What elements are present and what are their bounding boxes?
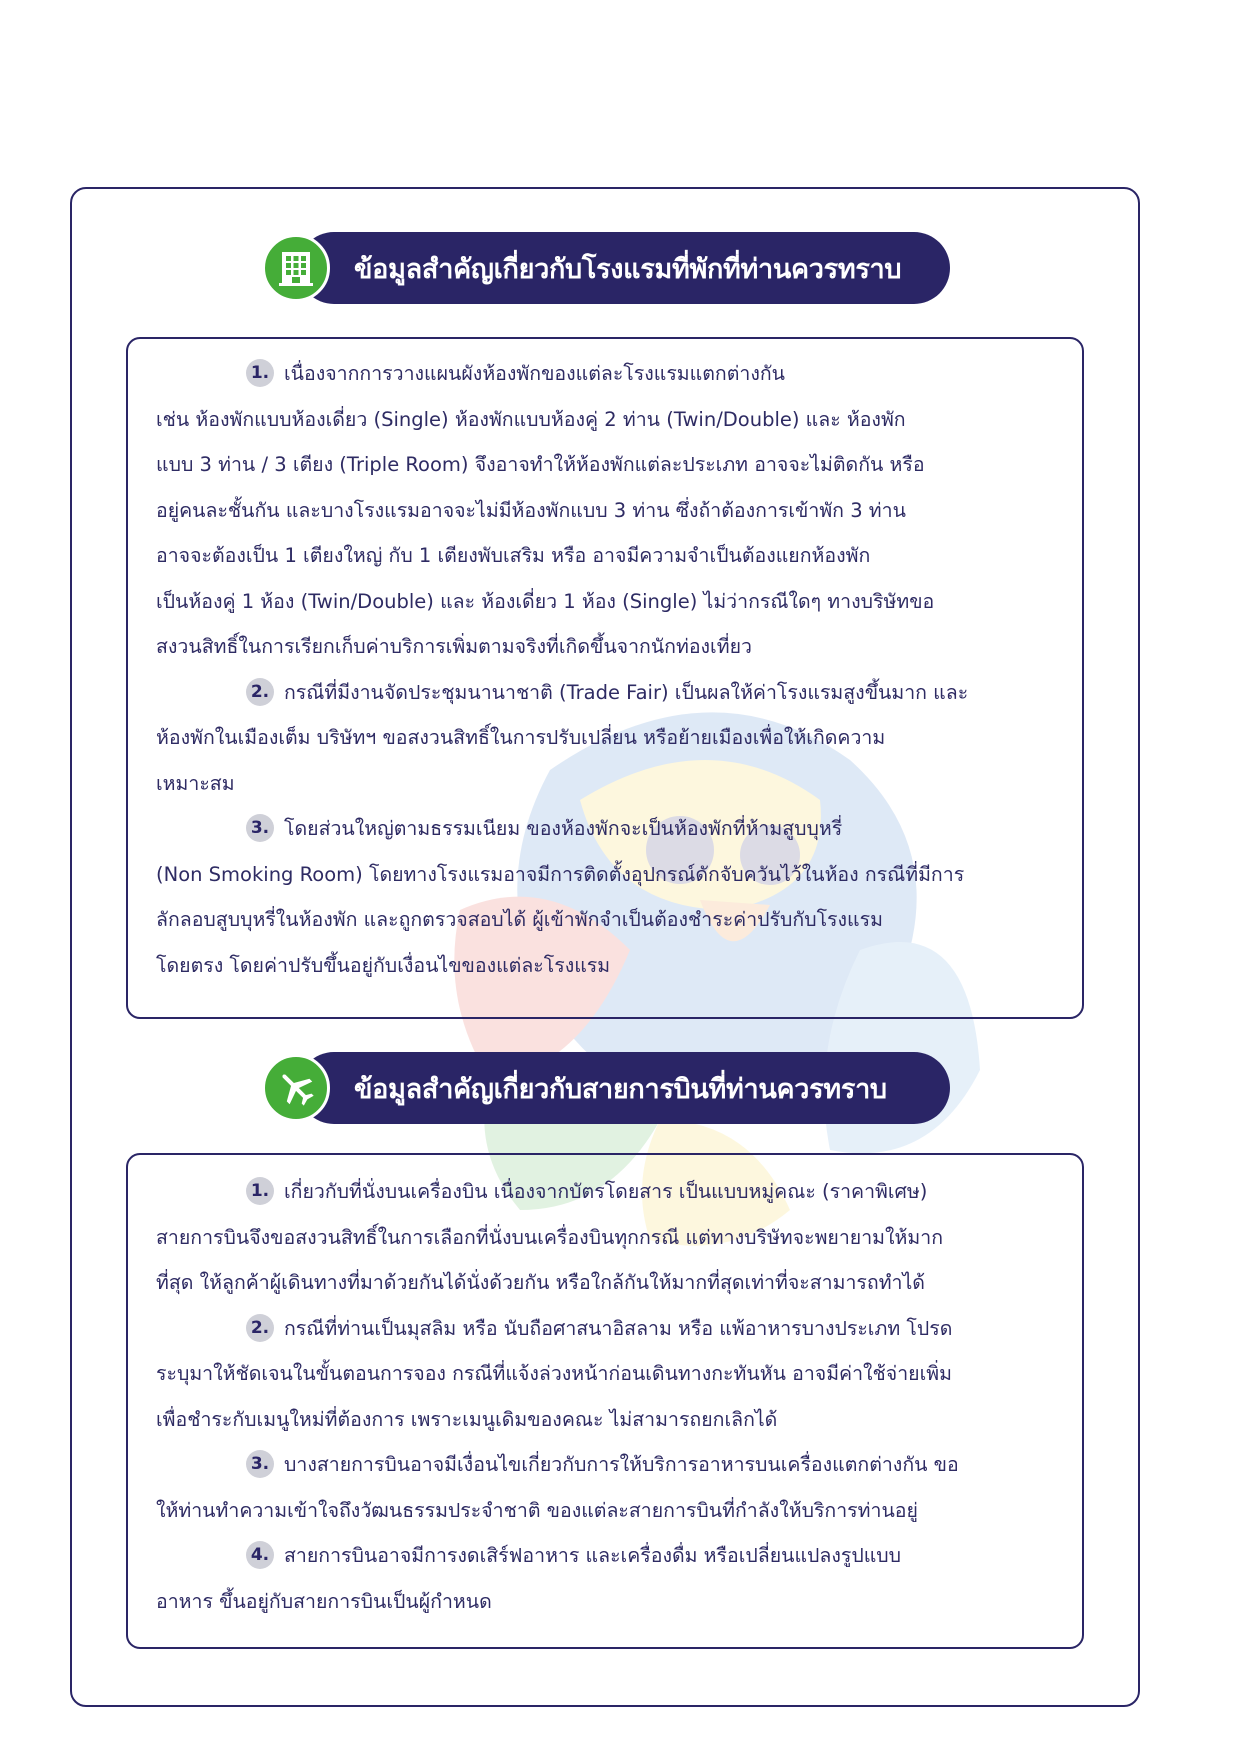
airline-item-2-line: 2. กรณีที่ท่านเป็นมุสลิม หรือ นับถือศาสนาอิสลาม หรือ แพ้อาหารบางประเภท โปรด bbox=[156, 1306, 1061, 1352]
hotel-item-3-line: 3. โดยส่วนใหญ่ตามธรรมเนียม ของห้องพักจะเป็นห้องพักที่ห้ามสูบบุหรี่ bbox=[156, 806, 1061, 852]
hotel-info-text bbox=[156, 351, 1061, 988]
hotel-header-pill bbox=[298, 232, 950, 304]
item-number-badge: 3. bbox=[246, 1450, 274, 1478]
airline-item-1-line: 1. เกี่ยวกับที่นั่งบนเครื่องบิน เนื่องจากบัตรโดยสาร เป็นแบบหมู่คณะ (ราคาพิเศษ) bbox=[156, 1169, 1061, 1215]
hotel-item-2-line: 2. กรณีที่มีงานจัดประชุมนานาชาติ (Trade Fair) เป็นผลให้ค่าโรงแรมสูงขึ้นมาก และ bbox=[156, 670, 1061, 716]
hotel-item-3-line: (Non Smoking Room) โดยทางโรงแรมอาจมีการติดตั้งอุปกรณ์ดักจับควันไว้ในห้อง กรณีที่มีการ bbox=[156, 862, 965, 886]
building-icon bbox=[262, 234, 330, 302]
airline-header-pill bbox=[298, 1052, 950, 1124]
airline-info-text bbox=[156, 1169, 1061, 1624]
airline-item-3-line: 3. บางสายการบินอาจมีเงื่อนไขเกี่ยวกับการให้บริการอาหารบนเครื่องแตกต่างกัน ขอ bbox=[156, 1442, 1061, 1488]
airline-item-2-line: เพื่อชำระกับเมนูใหม่ที่ต้องการ เพราะเมนูเดิมของคณะ ไม่สามารถยกเลิกได้ bbox=[156, 1407, 778, 1431]
item-number-badge: 2. bbox=[246, 678, 274, 706]
airline-item-4-line: อาหาร ขึ้นอยู่กับสายการบินเป็นผู้กำหนด bbox=[156, 1589, 492, 1613]
airline-section-title: ข้อมูลสำคัญเกี่ยวกับสายการบินที่ท่านควรทราบ bbox=[354, 1073, 887, 1105]
hotel-item-1-line: อาจจะต้องเป็น 1 เตียงใหญ่ กับ 1 เตียงพับเสริม หรือ อาจมีความจำเป็นต้องแยกห้องพัก bbox=[156, 544, 871, 567]
airline-item-4-line: 4. สายการบินอาจมีการงดเสิร์ฟอาหาร และเครื่องดื่ม หรือเปลี่ยนแปลงรูปแบบ bbox=[156, 1533, 1061, 1579]
hotel-item-1-line: สงวนสิทธิ์ในการเรียกเก็บค่าบริการเพิ่มตามจริงที่เกิดขึ้นจากนักท่องเที่ยว bbox=[156, 635, 752, 658]
hotel-item-1-line: แบบ 3 ท่าน / 3 เตียง (Triple Room) จึงอาจทำให้ห้องพักแต่ละประเภท อาจจะไม่ติดกัน หรือ bbox=[156, 453, 925, 476]
airline-section-header bbox=[262, 1050, 950, 1126]
item-number-badge: 1. bbox=[246, 1177, 274, 1205]
airplane-icon bbox=[262, 1054, 330, 1122]
hotel-info-box bbox=[126, 337, 1084, 1019]
airline-info-box bbox=[126, 1153, 1084, 1649]
hotel-item-2-line: เหมาะสม bbox=[156, 771, 235, 795]
airline-item-2-line: ระบุมาให้ชัดเจนในขั้นตอนการจอง กรณีที่แจ้งล่วงหน้าก่อนเดินทางกะทันหัน อาจมีค่าใช้จ่ายเพิ่ม bbox=[156, 1362, 952, 1385]
hotel-item-1-line: เช่น ห้องพักแบบห้องเดี่ยว (Single) ห้องพักแบบห้องคู่ 2 ท่าน (Twin/Double) และ ห้องพัก bbox=[156, 407, 906, 431]
airline-item-1-line: สายการบินจึงขอสงวนสิทธิ์ในการเลือกที่นั่งบนเครื่องบินทุกกรณี แต่ทางบริษัทจะพยายามให้มาก bbox=[156, 1225, 944, 1249]
hotel-item-3-line: ลักลอบสูบบุหรี่ในห้องพัก และถูกตรวจสอบได้ ผู้เข้าพักจำเป็นต้องชำระค่าปรับกับโรงแรม bbox=[156, 908, 883, 931]
hotel-item-1-line: อยู่คนละชั้นกัน และบางโรงแรมอาจจะไม่มีห้องพักแบบ 3 ท่าน ซึ่งถ้าต้องการเข้าพัก 3 ท่าน bbox=[156, 498, 906, 522]
item-number-badge: 3. bbox=[246, 814, 274, 842]
hotel-section-header bbox=[262, 230, 950, 306]
hotel-item-2-line: ห้องพักในเมืองเต็ม บริษัทฯ ขอสงวนสิทธิ์ในการปรับเปลี่ยน หรือย้ายเมืองเพื่อให้เกิดความ bbox=[156, 726, 886, 749]
airline-item-1-line: ที่สุด ให้ลูกค้าผู้เดินทางที่มาด้วยกันได้นั่งด้วยกัน หรือใกล้กันให้มากที่สุดเท่าที่จะสามารถทำได้ bbox=[156, 1271, 925, 1294]
airline-item-3-line: ให้ท่านทำความเข้าใจถึงวัฒนธรรมประจำชาติ ของแต่ละสายการบินที่กำลังให้บริการท่านอยู่ bbox=[156, 1498, 918, 1522]
item-number-badge: 4. bbox=[246, 1541, 274, 1569]
hotel-item-1-line: เป็นห้องคู่ 1 ห้อง (Twin/Double) และ ห้องเดี่ยว 1 ห้อง (Single) ไม่ว่ากรณีใดๆ ทางบริษัทขอ bbox=[156, 589, 935, 613]
hotel-section-title: ข้อมูลสำคัญเกี่ยวกับโรงแรมที่พักที่ท่านควรทราบ bbox=[354, 253, 902, 285]
item-number-badge: 1. bbox=[246, 359, 274, 387]
item-number-badge: 2. bbox=[246, 1314, 274, 1342]
hotel-item-3-line: โดยตรง โดยค่าปรับขึ้นอยู่กับเงื่อนไขของแต่ละโรงแรม bbox=[156, 953, 611, 977]
hotel-item-1-line: 1. เนื่องจากการวางแผนผังห้องพักของแต่ละโรงแรมแตกต่างกัน bbox=[156, 351, 1061, 397]
